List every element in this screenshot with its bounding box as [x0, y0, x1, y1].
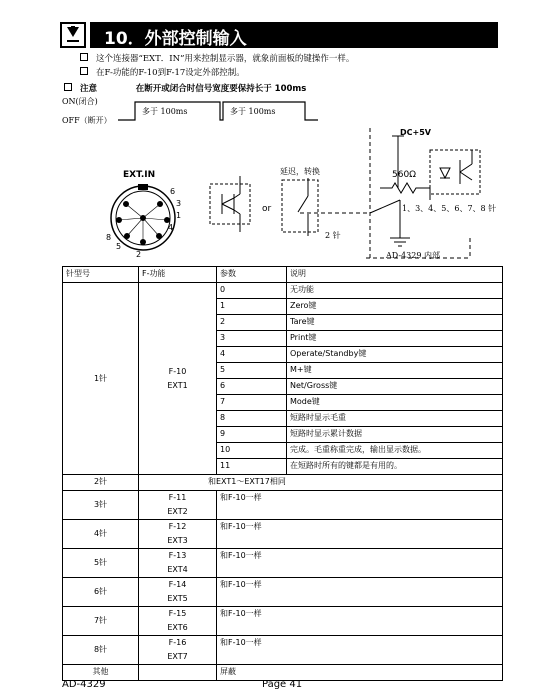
header-desc: 说明	[287, 267, 503, 283]
internal-label: AD-4329 内部	[386, 251, 440, 260]
note-line-2: 在F-功能的F-10到F-17设定外部控制。	[80, 66, 245, 78]
header-pin: 针型号	[63, 267, 139, 283]
table-row: 3针 F-11 EXT2 和F-10一样	[63, 491, 503, 520]
footer-model: AD-4329	[62, 679, 106, 690]
table-row: 1针 F-10 EXT1 0 无功能	[63, 283, 503, 299]
table-row: 8 短路时显示毛重	[63, 411, 503, 427]
table-row: 1 Zero键	[63, 299, 503, 315]
header-param: 参数	[217, 267, 287, 283]
or-label: or	[262, 204, 272, 214]
table-row: 4 Operate/Standby键	[63, 347, 503, 363]
pin-label-6: 6	[170, 187, 176, 196]
table-row: 6针 F-14 EXT5 和F-10一样	[63, 578, 503, 607]
timing-pulse-2: 多于 100ms	[230, 107, 276, 116]
table-row: 11 在短路时所有的键都是有用的。	[63, 459, 503, 475]
table-row: 其他 屏蔽	[63, 665, 503, 681]
optocoupler-input-diagram	[206, 176, 286, 236]
pin1-func-cell: F-10 EXT1	[139, 283, 217, 475]
din-connector-diagram	[96, 180, 191, 260]
pin-label-8: 8	[106, 233, 112, 242]
caution-line: 注意 在断开或闭合时信号宽度要保持长于 100ms	[64, 82, 306, 94]
resistor-label: 560Ω	[392, 170, 417, 180]
vcc-label: DC+5V	[400, 128, 431, 137]
timing-on-label: ON(闭合)	[62, 97, 98, 106]
table-row: 2针 和EXT1～EXT17相同	[63, 475, 503, 491]
table-row: 6 Net/Gross键	[63, 379, 503, 395]
pin2-label: 2 针	[325, 231, 341, 240]
pin-label-3: 3	[176, 199, 182, 208]
note-line-1: 这个连接器“EXT．IN”用来控制显示器，就象前面板的键操作一样。	[80, 52, 354, 64]
table-row: 3 Print键	[63, 331, 503, 347]
spec-table	[62, 266, 503, 681]
table-row: 7针 F-15 EXT6 和F-10一样	[63, 607, 503, 636]
timing-waveform	[0, 0, 560, 140]
table-row: 5 M+键	[63, 363, 503, 379]
timing-pulse-1: 多于 100ms	[142, 107, 188, 116]
table-row: 4针 F-12 EXT3 和F-10一样	[63, 520, 503, 549]
header-func: F-功能	[139, 267, 217, 283]
table-row: 10 完成。毛重称重完成，输出显示数据。	[63, 443, 503, 459]
pin-label-1: 1	[176, 211, 182, 220]
table-row: 5针 F-13 EXT4 和F-10一样	[63, 549, 503, 578]
table-row: 2 Tare键	[63, 315, 503, 331]
pins-label: 1、3、4、5、6、7、8 针	[402, 204, 497, 213]
table-row: 9 短路时显示累计数据	[63, 427, 503, 443]
table-header-row	[63, 267, 503, 283]
pin-label-2: 2	[136, 250, 142, 259]
section-title: 10．外部控制输入	[104, 29, 247, 49]
table-row: 7 Mode键	[63, 395, 503, 411]
pin-label-5: 5	[116, 242, 122, 251]
footer-page: Page 41	[262, 679, 303, 690]
internal-circuit-diagram	[300, 128, 520, 268]
timing-off-label: OFF（断开）	[62, 116, 112, 125]
pin1-cell: 1针	[63, 283, 139, 475]
pin-label-4: 4	[168, 223, 174, 232]
connector-label: EXT.IN	[123, 170, 156, 180]
table-row: 8针 F-16 EXT7 和F-10一样	[63, 636, 503, 665]
delay-switch-label: 延迟，转换	[280, 167, 320, 176]
